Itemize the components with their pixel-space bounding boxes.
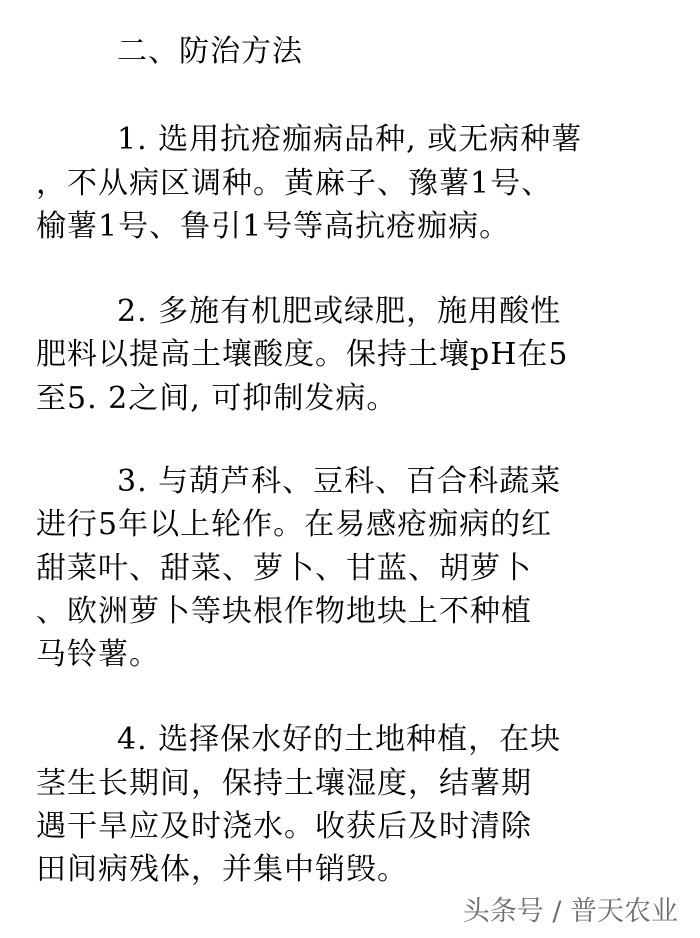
paragraph-1-line-3: 榆薯1号、鲁引1号等高抗疮痂病。 <box>36 209 511 244</box>
paragraph-2-line-1: 2. 多施有机肥或绿肥，施用酸性 <box>117 294 562 329</box>
paragraph-2-line-3: 至5. 2之间, 可抑制发病。 <box>36 381 398 416</box>
paragraph-4-line-4: 田间病残体，并集中销毁。 <box>36 852 408 887</box>
paragraph-4-line-2: 茎生长期间，保持土壤湿度，结薯期 <box>36 766 532 801</box>
source-watermark: 头条号 / 普天农业 <box>462 896 678 927</box>
paragraph-4-line-1: 4. 选择保水好的土地种植，在块 <box>117 722 562 757</box>
paragraph-3-line-5: 马铃薯。 <box>36 637 160 672</box>
paragraph-1-line-2: ，不从病区调种。黄麻子、豫薯1号、 <box>36 166 553 201</box>
paragraph-4-line-3: 遇干旱应及时浇水。收获后及时清除 <box>36 809 532 844</box>
paragraph-3-line-4: 、欧洲萝卜等块根作物地块上不种植 <box>36 594 532 629</box>
paragraph-3-line-2: 进行5年以上轮作。在易感疮痂病的红 <box>36 507 553 542</box>
section-heading: 二、防治方法 <box>117 34 303 69</box>
paragraph-3-line-1: 3. 与葫芦科、豆科、百合科蔬菜 <box>117 464 562 499</box>
paragraph-1-line-1: 1. 选用抗疮痂病品种, 或无病种薯 <box>117 122 583 157</box>
paragraph-2-line-2: 肥料以提高土壤酸度。保持土壤pH在5 <box>36 337 569 372</box>
paragraph-3-line-3: 甜菜叶、甜菜、萝卜、甘蓝、胡萝卜 <box>36 551 532 586</box>
